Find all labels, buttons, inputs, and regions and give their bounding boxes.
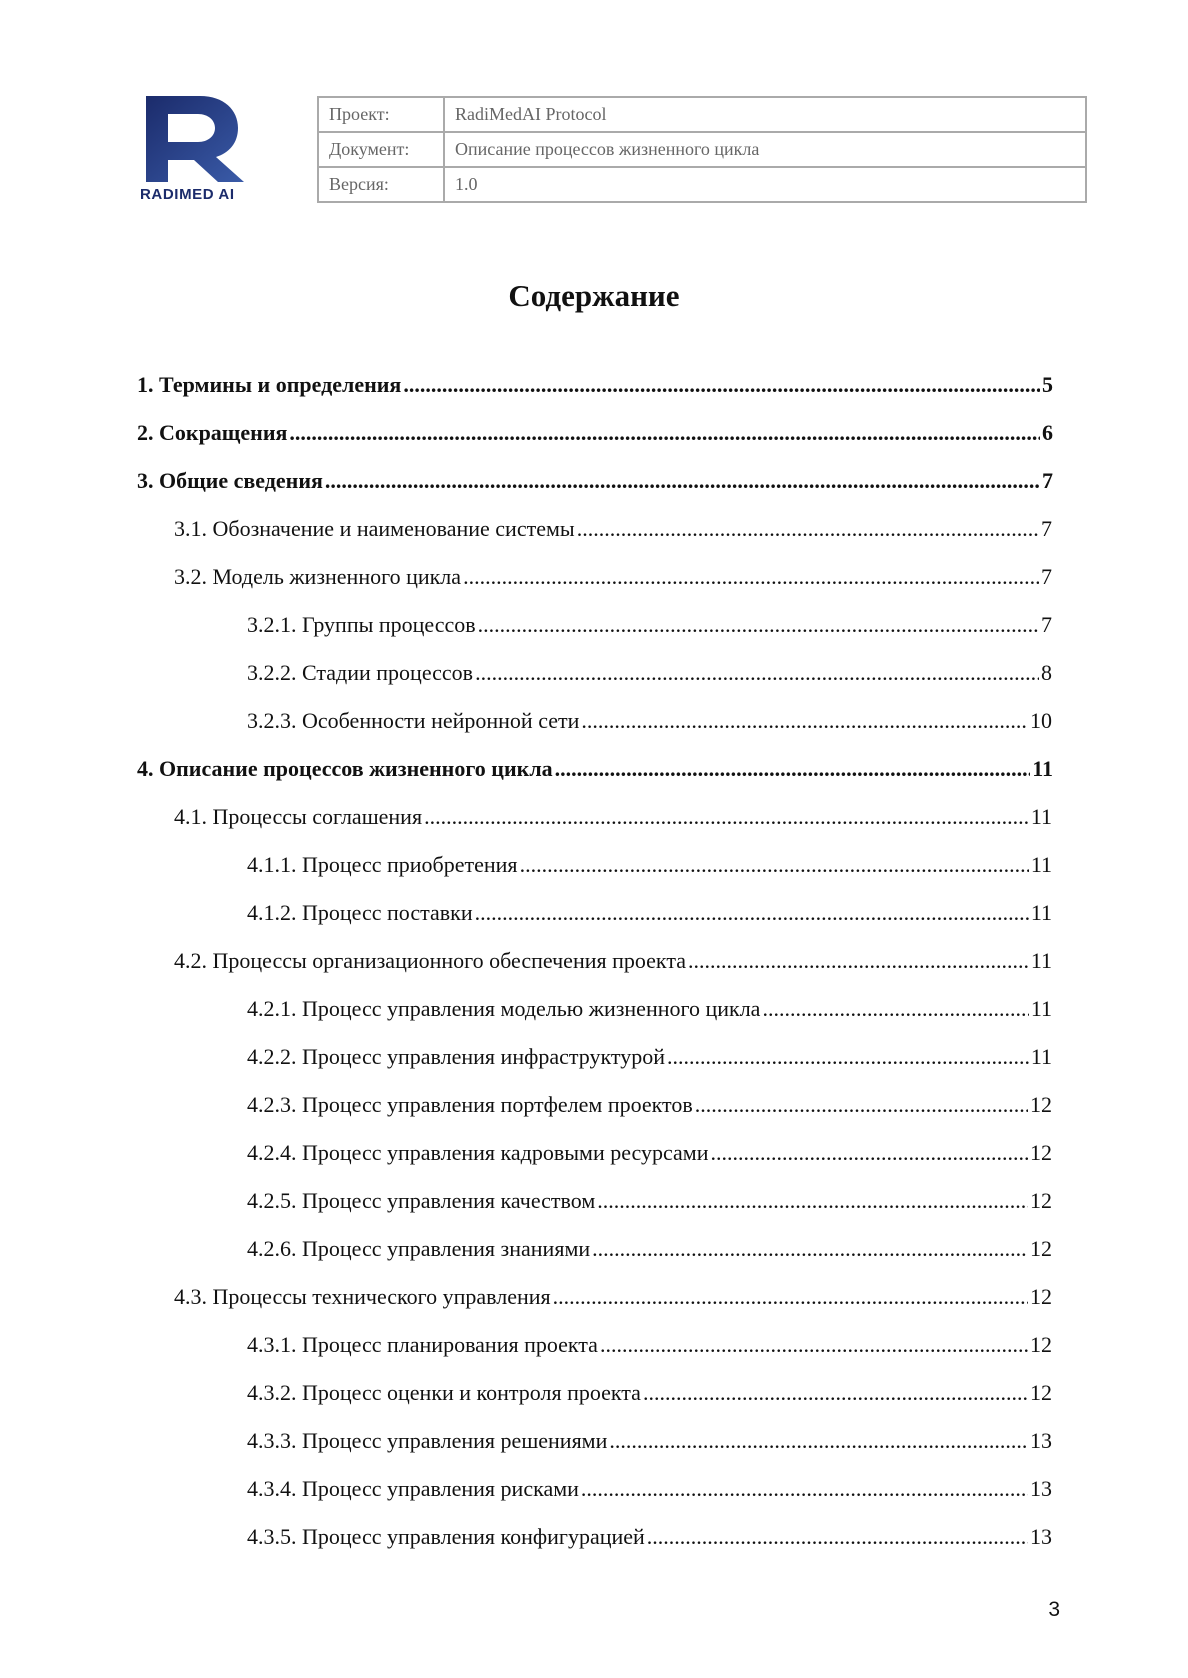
toc-entry-label: 4.2.2. Процесс управления инфраструктурой bbox=[247, 1044, 665, 1069]
toc-entry[interactable] bbox=[247, 898, 1052, 928]
toc-entry-page: 13 bbox=[1030, 1524, 1052, 1549]
toc-entry[interactable] bbox=[247, 850, 1052, 880]
toc-entry-page: 11 bbox=[1030, 900, 1052, 925]
toc-entry-page: 5 bbox=[1042, 372, 1053, 397]
toc-entry[interactable] bbox=[174, 802, 1052, 832]
toc-entry[interactable] bbox=[137, 466, 1053, 496]
toc-dot-leader bbox=[592, 1234, 1028, 1264]
toc-entry-page: 10 bbox=[1030, 708, 1052, 733]
toc-dot-leader bbox=[647, 1522, 1028, 1552]
toc-entry-page: 6 bbox=[1042, 420, 1053, 445]
toc-entry-page: 11 bbox=[1030, 996, 1052, 1021]
toc-entry-label: 4.2.6. Процесс управления знаниями bbox=[247, 1236, 591, 1261]
toc-dot-leader bbox=[688, 946, 1029, 976]
toc-dot-leader bbox=[643, 1378, 1028, 1408]
toc-entry-label: 4.3.3. Процесс управления решениями bbox=[247, 1428, 608, 1453]
toc-dot-leader bbox=[463, 562, 1039, 592]
toc-entry-label: 3.2.3. Особенности нейронной сети bbox=[247, 708, 580, 733]
toc-entry[interactable] bbox=[247, 994, 1052, 1024]
toc-dot-leader bbox=[600, 1330, 1028, 1360]
meta-value: 1.0 bbox=[444, 167, 1086, 202]
toc-entry[interactable] bbox=[247, 706, 1052, 736]
toc-entry[interactable] bbox=[137, 754, 1053, 784]
meta-row-project bbox=[318, 97, 1086, 132]
meta-key: Проект: bbox=[318, 97, 444, 132]
toc-dot-leader bbox=[289, 418, 1040, 448]
toc-entry-page: 7 bbox=[1041, 564, 1052, 589]
toc-dot-leader bbox=[555, 754, 1031, 784]
toc-dot-leader bbox=[403, 370, 1040, 400]
toc-dot-leader bbox=[597, 1186, 1028, 1216]
toc-entry-label: 4.2.3. Процесс управления портфелем проектов bbox=[247, 1092, 693, 1117]
toc-entry-label: 4.2. Процессы организационного обеспечения проекта bbox=[174, 948, 686, 973]
toc-entry-page: 11 bbox=[1030, 948, 1052, 973]
toc-entry-page: 12 bbox=[1030, 1092, 1052, 1117]
toc-entry[interactable] bbox=[247, 1378, 1052, 1408]
toc-entry[interactable] bbox=[174, 514, 1052, 544]
toc-dot-leader bbox=[609, 1426, 1028, 1456]
toc-dot-leader bbox=[325, 466, 1040, 496]
toc-dot-leader bbox=[711, 1138, 1028, 1168]
toc-entry[interactable] bbox=[247, 1042, 1052, 1072]
toc-entry-page: 11 bbox=[1032, 756, 1053, 781]
toc-entry-label: 4.3.1. Процесс планирования проекта bbox=[247, 1332, 598, 1357]
toc-entry-page: 8 bbox=[1041, 660, 1052, 685]
toc-entry-label: 4.3.4. Процесс управления рисками bbox=[247, 1476, 579, 1501]
toc-dot-leader bbox=[695, 1090, 1028, 1120]
company-logo bbox=[140, 96, 250, 206]
toc-entry-page: 12 bbox=[1030, 1236, 1052, 1261]
toc-entry-label: 4.3. Процессы технического управления bbox=[174, 1284, 551, 1309]
toc-entry-page: 11 bbox=[1030, 852, 1052, 877]
toc-entry[interactable] bbox=[137, 370, 1053, 400]
toc-entry[interactable] bbox=[247, 1330, 1052, 1360]
toc-dot-leader bbox=[475, 658, 1039, 688]
toc-entry-label: 4.2.5. Процесс управления качеством bbox=[247, 1188, 596, 1213]
toc-entry-label: 4.2.1. Процесс управления моделью жизненного цикла bbox=[247, 996, 761, 1021]
page-number: 3 bbox=[1048, 1598, 1060, 1621]
toc-entry-page: 7 bbox=[1041, 516, 1052, 541]
toc-entry-label: 4.2.4. Процесс управления кадровыми ресурсами bbox=[247, 1140, 709, 1165]
toc-entry-label: 2. Сокращения bbox=[137, 420, 288, 445]
toc-entry-page: 12 bbox=[1030, 1332, 1052, 1357]
toc-entry-label: 4.1.1. Процесс приобретения bbox=[247, 852, 518, 877]
meta-key: Версия: bbox=[318, 167, 444, 202]
toc-dot-leader bbox=[475, 898, 1029, 928]
toc-dot-leader bbox=[581, 1474, 1028, 1504]
document-meta-table bbox=[317, 96, 1087, 203]
toc-entry-label: 4.1. Процессы соглашения bbox=[174, 804, 423, 829]
toc-entry-label: 3. Общие сведения bbox=[137, 468, 323, 493]
toc-entry-page: 11 bbox=[1030, 1044, 1052, 1069]
toc-entry[interactable] bbox=[247, 1426, 1052, 1456]
toc-entry[interactable] bbox=[247, 610, 1052, 640]
toc-entry-label: 1. Термины и определения bbox=[137, 372, 402, 397]
toc-dot-leader bbox=[520, 850, 1029, 880]
toc-entry-label: 4.3.5. Процесс управления конфигурацией bbox=[247, 1524, 645, 1549]
meta-key: Документ: bbox=[318, 132, 444, 167]
toc-entry[interactable] bbox=[247, 1522, 1052, 1552]
toc-entry[interactable] bbox=[247, 1138, 1052, 1168]
toc-entry[interactable] bbox=[174, 946, 1052, 976]
logo-text: RADIMED AI bbox=[140, 186, 235, 203]
toc-entry-page: 12 bbox=[1030, 1380, 1052, 1405]
meta-value: RadiMedAI Protocol bbox=[444, 97, 1086, 132]
toc-entry[interactable] bbox=[247, 1090, 1052, 1120]
toc-entry-page: 13 bbox=[1030, 1476, 1052, 1501]
toc-entry-label: 3.2. Модель жизненного цикла bbox=[174, 564, 462, 589]
toc-entry-page: 7 bbox=[1041, 612, 1052, 637]
toc-entry-page: 13 bbox=[1030, 1428, 1052, 1453]
toc-entry[interactable] bbox=[247, 1474, 1052, 1504]
toc-entry-label: 4. Описание процессов жизненного цикла bbox=[137, 756, 553, 781]
toc-entry-label: 3.1. Обозначение и наименование системы bbox=[174, 516, 575, 541]
logo-r-mark bbox=[140, 96, 250, 182]
toc-entry[interactable] bbox=[174, 1282, 1052, 1312]
toc-dot-leader bbox=[667, 1042, 1029, 1072]
page-title: Содержание bbox=[508, 278, 680, 313]
toc-entry-label: 4.1.2. Процесс поставки bbox=[247, 900, 473, 925]
toc-entry-page: 7 bbox=[1042, 468, 1053, 493]
toc-entry-page: 12 bbox=[1030, 1140, 1052, 1165]
toc-dot-leader bbox=[581, 706, 1028, 736]
toc-entry-label: 4.3.2. Процесс оценки и контроля проекта bbox=[247, 1380, 641, 1405]
meta-value: Описание процессов жизненного цикла bbox=[444, 132, 1086, 167]
toc-dot-leader bbox=[553, 1282, 1028, 1312]
toc-dot-leader bbox=[424, 802, 1029, 832]
toc-entry-page: 11 bbox=[1030, 804, 1052, 829]
toc-entry[interactable] bbox=[247, 658, 1052, 688]
meta-row-document bbox=[318, 132, 1086, 167]
toc-entry-label: 3.2.1. Группы процессов bbox=[247, 612, 476, 637]
toc-entry[interactable] bbox=[247, 1186, 1052, 1216]
toc-entry[interactable] bbox=[247, 1234, 1052, 1264]
toc-entry-label: 3.2.2. Стадии процессов bbox=[247, 660, 474, 685]
toc-entry[interactable] bbox=[137, 418, 1053, 448]
toc-entry-page: 12 bbox=[1030, 1284, 1052, 1309]
toc-dot-leader bbox=[762, 994, 1028, 1024]
toc-entry-page: 12 bbox=[1030, 1188, 1052, 1213]
toc-dot-leader bbox=[577, 514, 1039, 544]
toc-dot-leader bbox=[478, 610, 1039, 640]
meta-row-version bbox=[318, 167, 1086, 202]
toc-entry[interactable] bbox=[174, 562, 1052, 592]
